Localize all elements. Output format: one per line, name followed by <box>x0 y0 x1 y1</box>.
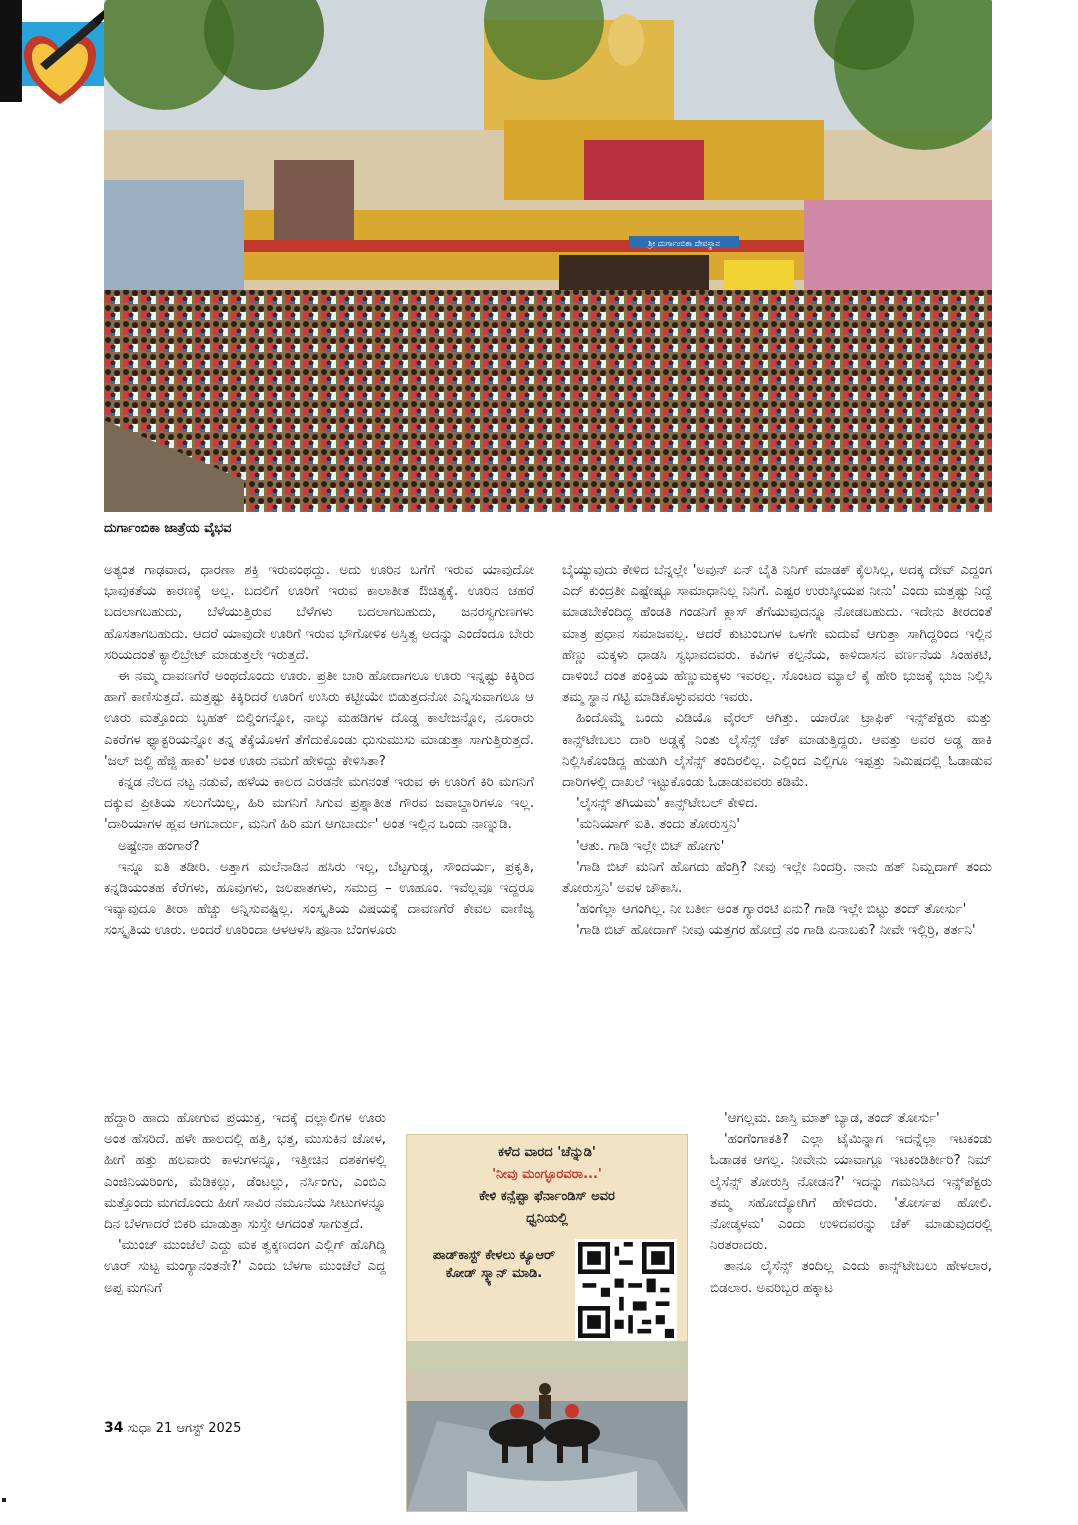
article-column-2 <box>562 560 992 942</box>
magazine-logo <box>0 0 112 112</box>
photo-caption: ದುರ್ಗಾಂಬಿಕಾ ಜಾತ್ರೆಯ ವೈಭವ <box>104 521 232 536</box>
temple-festival-photo <box>104 0 992 512</box>
paragraph: ಇನ್ನೂ ಐತಿ ತಡೀರಿ. ಅತ್ತಾಗ ಮಲೆನಾಡಿನ ಹಸಿರು ಇಲ್ಲ, ಬೆಟ್ಟಗುಡ್ಡ, ಸೌಂದರ್ಯ, ಪ್ರಕೃತಿ, ಕನ್ನಡಿಯಂತಹ ಕೆರೆಗಳು, ಹೂವುಗಳು, ಜಲಪಾತಗಳು, ಸಮುದ್ರ – ಊಹೂಂ. ಇವೆಲ್ಲವೂ ಇದ್ದರೂ ಇವ್ಯಾವುದೂ ತೀರಾ ಹೆಚ್ಚು ಅನ್ನಿಸುವಷ್ಟಿಲ್ಲ. ಸಂಸ್ಕೃತಿಯ ವಿಷಯಕ್ಕೆ ದಾವಣಗೆರೆ ಕೇವಲ ವಾಣಿಜ್ಯ ಸಂಸ್ಕೃತಿಯ ಊರು. ಅಂದರೆ ಊರಿಂದಾ ಆಳಆಳಸಿ ಪೂನಾ ಬೆಂಗಳೂರು <box>104 859 534 939</box>
publication-info: ಸುಧಾ 21 ಆಗಸ್ಟ್ 2025 <box>127 1421 242 1436</box>
paragraph: 'ಹಂಗೆಂಗಾಕತಿ? ಎಲ್ಲಾ ಟೈಮಿನ್ನಾಗ ಇದನ್ನೆಲ್ಲಾ ಇಟಕಂಡು ಓಡಾಡಕ ಆಗಲ್ಲ. ನೀವೇನು ಯಾವಾಗ್ಲೂ ಇಟಕಂಡಿರ್ತೀರಿ? ನಿಮ್ ಲೈಸೆನ್ಸ್ ತೋರುಸ್ರಿ ನೋಡನ?' ಇದನ್ನು ಗಮನಿಸಿದ ಇನ್ಸ್‌ಪೆಕ್ಟರು ತಮ್ಮ ಸಹೋದ್ಯೋಗಿಗೆ ಹೇಳಿದರು. 'ತೋರ್ಸಪ ಹೋಲಿ. ನೋಡ್ಕಳಮ' ಎಂದು ಉಳಿದವರನ್ನು ಚೆಕ್ ಮಾಡುವುದರಲ್ಲಿ ನಿರತರಾದರು. <box>710 1132 992 1254</box>
paragraph: ಈ ನಮ್ಮ ದಾವಣಗೆರೆ ಅಂಥದೊಂದು ಊರು. ಪ್ರತೀ ಬಾರಿ ಹೋದಾಗಲೂ ಊರು ಇನ್ನಷ್ಟು ಕಿಕ್ಕಿರಿದ ಹಾಗೆ ಕಾಣಿಸುತ್ತದೆ. ಮತ್ತಷ್ಟು ಕಿಕ್ಕಿರಿದರೆ ಊರಿಗೆ ಉಸಿರು ಕಟ್ಟೀಯೇ ಬಿಡುತ್ತದನೋ ಎನ್ನಿಸುವಾಗಲೂ ಆ ಊರು ಮತ್ತೊಂದು ಬೃಹತ್ ಬಿಲ್ಡಿಂಗನ್ನೋ, ನಾಲ್ಕು ಮಹಡಿಗಳ ದೊಡ್ಡ ಕಾಲೇಜನ್ನೋ, ನೂರಾರು ಎಕರೆಗಳ ಫ್ಯಾಕ್ಟರಿಯನ್ನೋ ತನ್ನ ತೆಕ್ಕೆಯೊಳಗೆ ತೆಗೆದುಕೊಂಡು ಧುಸುಮುಸು ಮಾಡುತ್ತಾ ಸಾಗುತ್ತಿರುತ್ತದೆ. 'ಜಲ್ ಜಲ್ದಿ ಹೆಜ್ಜಿ ಹಾಕು' ಅಂತ ಊರು ನಮಗೆ ಹೇಳಿದ್ದು ಕೇಳಿಸಿತಾ? <box>104 669 534 769</box>
paragraph: ಹಿಂದೊಮ್ಮೆ ಒಂದು ವಿಡಿಯೊ ವೈರಲ್ ಆಗಿತ್ತು. ಯಾರೋ ಟ್ರಾಫಿಕ್ ಇನ್ಸ್‌ಪೆಕ್ಟರು ಮತ್ತು ಕಾನ್ಸ್‌ಟೇಬಲು ದಾರಿ ಅಡ್ಡಕ್ಕೆ ನಿಂತು ಲೈಸೆನ್ಸ್ ಚೆಕ್ ಮಾಡುತ್ತಿದ್ದರು. ಆವತ್ತು ಅವರ ಅಡ್ಡ ಹಾಕಿ ನಿಲ್ಲಿಸಿಕೊಂಡಿದ್ದ ಹುಡುಗಿ ಲೈಸೆನ್ಸ್ ತಂದಿರಲಿಲ್ಲ. ಎಲ್ಲಿಂದ ಎಲ್ಲಿಗೂ ಇಪ್ಪತ್ತು ನಿಮಿಷದಲ್ಲಿ ಓಡಾಡುವ ದಾರಿಗಳಲ್ಲಿ ದಾಖಲೆ ಇಟ್ಟುಕೊಂಡು ಓಡಾಡುವವರು ಕಡಿಮೆ. <box>562 711 992 791</box>
promo-line-3: ಕೇಳಿ ಕನ್ಸೆಪ್ಟಾ ಫೆರ್ನಾಂಡಿಸ್ ಅವರ <box>479 1189 615 1204</box>
paragraph: 'ಗಾಡಿ ಬಿಟ್ ಮನಿಗೆ ಹೊಗದು ಹೆಂಗ್ರಿ? ನೀವು ಇಲ್ಲೇ ನಿಂದರ್ರಿ. ನಾನು ಹತ್ ನಿಮ್ಷದಾಗ್ ತಂದು ತೋರುಸ್ತನಿ' ಅವಳ ಚೌಕಾಸಿ. <box>562 859 992 897</box>
paragraph: ಕನ್ನಡ ನೆಲದ ನಟ್ಟ ನಡುವೆ, ಹಳೆಯ ಕಾಲದ ಎರಡನೇ ಮಗನಂತೆ ಇರುವ ಈ ಊರಿಗೆ ಕಿರಿ ಮಗನಿಗೆ ದಕ್ಕುವ ಪ್ರೀತಿಯ ಸಲುಗೆಯಿಲ್ಲ, ಹಿರಿ ಮಗನಿಗೆ ಸಿಗುವ ಪ್ರಶ್ನಾತೀತ ಗೌರವ ಜವಾಬ್ದಾರಿಗಳೂ ಇಲ್ಲ. 'ದಾರಿಯಾಗಳ ಹ್ಲವ ಆಗಬಾರ್ದು, ಮನಿಗೆ ಹಿರಿ ಮಗ ಆಗಬಾರ್ದು' ಅಂತ ಇಲ್ಲಿನ ಒಂದು ನಾಣ್ನುಡಿ. <box>104 775 534 833</box>
temple-sign-text: ಶ್ರೀ ದುರ್ಗಾಂಬಿಕಾ ದೇವಸ್ಥಾನ <box>648 239 720 248</box>
promo-line-4: ಧ್ವನಿಯಲ್ಲಿ <box>526 1211 568 1226</box>
promo-episode-title: 'ನೀವು ಮಂಗ್ಳೂರವರಾ...' <box>492 1167 602 1182</box>
paragraph: 'ಮುಂಜ್ ಮುಂಜೆಲೆ ಎದ್ದು ಮಕ ತ್ವಕ್ಕಣದಂಗ ಎಲ್ಲಿಗ್ ಹೊಗಿದ್ದಿ ಊರ್ ಸುಟ್ಟ ಮಂಗ್ಯಾನಂತನೇ?' ಎಂದು ಬೆಳಗಾ ಮುಂಜೆಲೆ ಎದ್ದ ಅಪ್ಪ ಮಗನಿಗೆ <box>104 1238 386 1296</box>
paragraph: ಅತ್ಯಂತ ಗಾಢವಾದ, ಧಾರಣಾ ಶಕ್ತಿ ಇರುವಂಥದ್ದು. ಅದು ಊರಿನ ಬಗೆಗೆ ಇರುವ ಯಾವುದೋ ಭಾವುಕತೆಯ ಕಾರಣಕ್ಕೆ ಅಲ್ಲ. ಬದಲಿಗೆ ಊರಿಗೆ ಇರುವ ಕಾಲಾತೀತ ಔಚಿತ್ಯಕ್ಕೆ. ಊರಿನ ಚಹರೆ ಬದಲಾಗಬಹುದು, ಬೆಳೆಯುತ್ತಿರುವ ಬೆಳೆಗಳು ಬದಲಾಗಬಹುದು, ಜನರಸ್ವಗುಣಗಳು ಹೊಸತಾಗಬಹುದು. ಆದರೆ ಯಾವುದೇ ಊರಿಗೆ ಇರುವ ಭೌಗೋಳಿಕ ಅಸ್ತಿತ್ವ ಅದನ್ನು ಎಂದೆಂದೂ ಬೇರು ಸರಿಯದಂತೆ ಕ್ಯಾಲಿಬ್ರೇಟ್ ಮಾಡುತ್ತಲೇ ಇರುತ್ತದೆ. <box>104 563 534 663</box>
article-column-2-lower <box>710 1108 992 1299</box>
page-number: 34 <box>104 1420 124 1436</box>
paragraph: ಅಷ್ಟೇನಾ ಹಂಗಾರೆ? <box>118 838 200 854</box>
paragraph: 'ಗಾಡಿ ಬಿಟ್ ಹೋದಾಗ್ ನೀವು ಯತ್ತಗರ ಹೋದ್ರೆ ನಂ ಗಾಡಿ ಏನಾಬಕು? ನೀವೇ ಇಲ್ಲಿರ್ರಿ, ತರ್ತನಿ' <box>576 923 976 939</box>
paragraph: ಬೈಯ್ಯುವುದು ಕೇಳಿದ ಬೆನ್ನಲ್ಲೇ 'ಅವುನ್ ಏನ್ ಬೈತಿ ನಿನಿಗ್ ಮಾಡಕ್ ಕೈಲಸಿಲ್ಲ, ಅದಕ್ಕ ದೇವ್ ಎದ್ದಂಗ ಎದ್ ಕುಂದ್ರತೀ ಎಷ್ಟೇಷ್ಟೂ ಸಾಮಾಧಾನಿಲ್ಲ ನಿನಿಗೆ. ಎಷ್ಟರ ಉರುಸ್ಕೀಯಪ ನೀನು' ಎಂದು ಮತ್ತಷ್ಟು ನಿದ್ದೆ ಮಾಡಬೇಕೆಂದಿದ್ದ ಹೆಂಡತಿ ಗಂಡನಿಗೆ ಕ್ಲಾಸ್ ತೆಗೆಯುವುದನ್ನೂ ನೋಡಬಹುದು. ಇದೇನು ತೀರದಂತೆ ಮಾತ್ರ ಪ್ರಧಾನ ಸಮಾಜವಲ್ಲ. ಆದರೆ ಕುಟುಂಬಗಳ ಒಳಗೇ ಮದುವೆ ಆಗುತ್ತಾ ಸಾಗಿದ್ದರಿಂದ ಇಲ್ಲಿನ ಹೆಣ್ಣು ಮಕ್ಕಳು ಧಾಡಸಿ ಸ್ವಭಾವದವರು. ಕವಿಗಳ ಕಲ್ಪನೆಯ, ಕಾಳಿದಾಸನ ವರ್ಣನೆಯ ಸಿಂಹಕಟಿ, ದಾಳಿಂಬೆ ದಂತ ಪಂಕ್ತಿಯ ಹೆಣ್ಣುಮಕ್ಕಳು ಇವರಲ್ಲ. ಸೊಂಟದ ಮ್ಯಾಲೆ ಕೈ ಹೇರಿ ಭುಜಕ್ಕೆ ಭುಜ ನಿಲ್ಲಿಸಿ ತಮ್ಮ ಸ್ಥಾನ ಗಟ್ಟಿ ಮಾಡಿಕೊಳ್ಳುವವರು ಇವರು. <box>562 563 992 706</box>
crop-mark <box>2 1498 6 1502</box>
heart-book-pen-icon <box>0 0 112 112</box>
article-column-1 <box>104 560 534 942</box>
paragraph: ತಾನೂ ಲೈಸೆನ್ಸ್ ತಂದಿಲ್ಲ ಎಂದು ಕಾನ್ಸ್‌ಟೇಬಲು ಹೇಳಲಾರ, ಬಿಡಲಾರ. ಅವರಿಬ್ಬರ ಹಕ್ಕಾಟ <box>710 1259 992 1296</box>
qr-code-icon[interactable] <box>575 1239 677 1341</box>
promo-scan-text: ಪಾಡ್‌ಕಾಸ್ಟ್ ಕೇಳಲು ಕ್ಯೂಆರ್ ಕೋಡ್ ಸ್ಕ್ಯಾನ್ ಮಾಡಿ. <box>432 1248 556 1281</box>
paragraph: ಹೆದ್ದಾರಿ ಹಾದು ಹೋಗುವ ಪ್ರಯುಕ್ತ, ಇದಕ್ಕೆ ದಲ್ಲಾಲಿಗಳ ಊರು ಅಂತ ಹೆಸರಿದೆ. ಹಳೇ ಹಾಲದಲ್ಲಿ ಹತ್ತಿ, ಭತ್ತ, ಮುಸುಕಿನ ಜೋಳ, ಹೀಗೆ ಹತ್ತು ಹಲವಾರು ಕಾಳುಗಳನ್ನೂ, ಇತ್ತೀಚಿನ ದಶಕಗಳಲ್ಲಿ ಎಂಜಿನಿಯರಿಂಗು, ಮೆಡಿಕಲ್ಲು, ಡೆಂಟಲ್ಲು, ನರ್ಸಿಂಗು, ಎಂಬಿಎ ಮತ್ತೊಂದು ಮಗದೊಂದು ಹೀಗೆ ಸಾವಿರ ನಮೂನೆಯ ಸೀಟುಗಳನ್ನೂ ದಿನ ಬೆಳಗಾದರೆ ಬಿಕರಿ ಮಾಡುತ್ತಾ ಸುಸ್ತೇ ಆಗದಂತೆ ಸಾಗುತ್ತದೆ. <box>104 1111 387 1233</box>
paragraph: 'ಮನಿಯಾಗ್ ಐತಿ. ತಂದು ತೋರುಸ್ತನಿ' <box>576 817 740 833</box>
article-column-1-lower <box>104 1108 386 1299</box>
paragraph: 'ಆಗಲ್ಲಮ. ಜಾಸ್ತಿ ಮಾತ್ ಬ್ಯಾಡ, ತಂದ್ ತೋರ್ಸು' <box>724 1111 940 1126</box>
promo-line-1: ಕಳೆದ ವಾರದ 'ಚೆನ್ನುಡಿ' <box>498 1145 596 1160</box>
paragraph: 'ಆತು. ಗಾಡಿ ಇಲ್ಲೇ ಬಿಟ್ ಹೋಗು' <box>576 838 725 854</box>
podcast-promo-box <box>406 1134 688 1512</box>
page-footer <box>104 1420 241 1436</box>
paragraph: 'ಲೈಸನ್ಸ್ ತಗಿಯಮ' ಕಾನ್ಸ್‌ಟೇಬಲ್ ಕೇಳಿದ. <box>576 796 759 812</box>
paragraph: 'ಹಂಗೆಲ್ಲಾ ಆಗಂಗಿಲ್ಲ. ನೀ ಬರ್ತೀ ಅಂತ ಗ್ಯಾರಂಟಿ ಏನು? ಗಾಡಿ ಇಲ್ಲೇ ಬಿಟ್ಟು ತಂದ್ ತೋರ್ಸು' <box>576 902 967 918</box>
kambala-buffalo-race-photo <box>407 1341 687 1511</box>
